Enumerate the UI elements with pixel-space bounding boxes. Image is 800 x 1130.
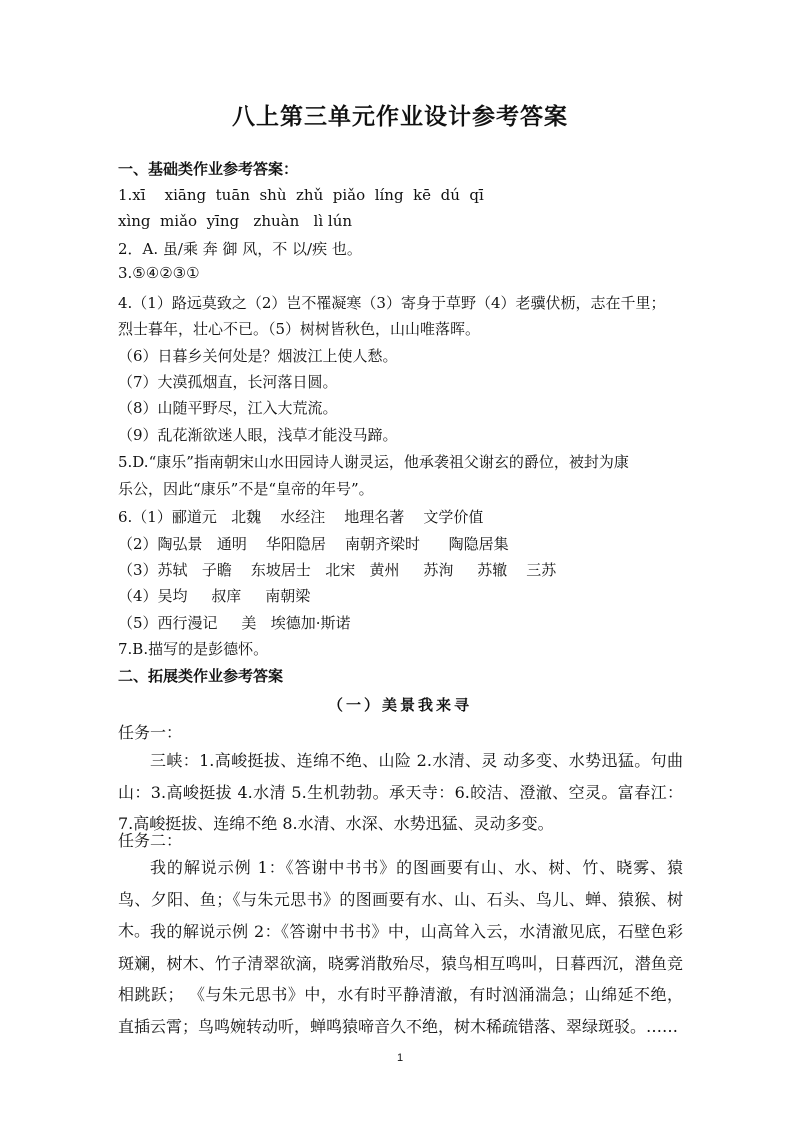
document-title: 八上第三单元作业设计参考答案 [232, 103, 568, 130]
subsection-title: （一）美景我来寻 [327, 696, 472, 714]
answer-line: （6）日暮乡关何处是？烟波江上使人愁。 [118, 347, 398, 365]
task-paragraph: 我的解说示例 2：《答谢中书书》中，山高耸入云，水清澈见底，石壁色彩斑斓，树木、竹子清翠欲滴，晓雾消散殆尽，猿鸟相互鸣叫，日暮西沉，潜鱼竞相跳跃； 《与朱元思书》中，水有时平静清澈，有时汹涌湍急；山绵延不绝，直插云霄；鸟鸣婉转动听，蝉鸣猿啼音久不绝，树木稀疏错落、翠绿斑驳。…… [118, 922, 683, 1036]
answer-line: 2．A. 虽/乘 奔 御 风，不 以/疾 也。 [118, 240, 362, 258]
answer-line: （8）山随平野尽，江入大荒流。 [118, 399, 338, 417]
answer-line: （9）乱花渐欲迷人眼，浅草才能没马蹄。 [118, 426, 398, 444]
answer-line: 7.B.描写的是彭德怀。 [118, 640, 269, 658]
section-heading-basic: 一、基础类作业参考答案： [118, 160, 299, 178]
answer-line: （7）大漠孤烟直，长河落日圆。 [118, 373, 338, 391]
answer-line: xìng miǎo yīng zhuàn lì lún [118, 212, 353, 230]
answer-line: 4.（1）路远莫致之（2）岂不罹凝寒（3）寄身于草野（4）老骥伏枥，志在千里； [118, 294, 666, 312]
answer-line: （2）陶弘景 通明 华阳隐居 南朝齐梁时 陶隐居集 [118, 535, 509, 553]
answer-line: 1.xī xiāng tuān shù zhǔ piǎo líng kē dú qī [118, 186, 484, 204]
answer-line: 3.⑤④②③① [118, 264, 200, 282]
answer-line: （3）苏轼 子瞻 东坡居士 北宋 黄州 苏洵 苏辙 三苏 [118, 561, 557, 579]
answer-line: 6.（1）郦道元 北魏 水经注 地理名著 文学价值 [118, 508, 484, 526]
task-paragraph: 我的解说示例 1：《答谢中书书》的图画要有山、水、树、竹、晓雾、猿鸟、夕阳、鱼；《与朱元思书》的图画要有水、山、石头、鸟儿、蝉、猿猴、树木。 [118, 858, 683, 940]
answer-line: （4）吴均 叔庠 南朝梁 [118, 587, 311, 605]
answer-line: 烈士暮年，壮心不已。（5）树树皆秋色，山山唯落晖。 [118, 320, 481, 338]
answer-line: （5）西行漫记 美 埃德加·斯诺 [118, 614, 351, 632]
answer-line: 乐公，因此“康乐”不是“皇帝的年号”。 [118, 480, 374, 498]
task-label: 任务二： [118, 831, 183, 850]
answer-line: 5.D.“康乐”指南朝宋山水田园诗人谢灵运，他承袭祖父谢玄的爵位，被封为康 [118, 453, 629, 471]
page-number: 1 [396, 1052, 404, 1064]
task-paragraph: 三峡：1.高峻挺拔、连绵不绝、山险 2.水清、灵 动多变、水势迅猛。句曲山：3.高峻挺拔 4.水清 5.生机勃勃。承天寺：6.皎洁、澄澈、空灵。富春江：7.高峻挺拔、连绵不绝 8.水清、水深、水势迅猛、灵动多变。 [118, 751, 683, 833]
task-label: 任务一： [118, 723, 183, 742]
section-heading-extended: 二、拓展类作业参考答案 [118, 667, 284, 685]
